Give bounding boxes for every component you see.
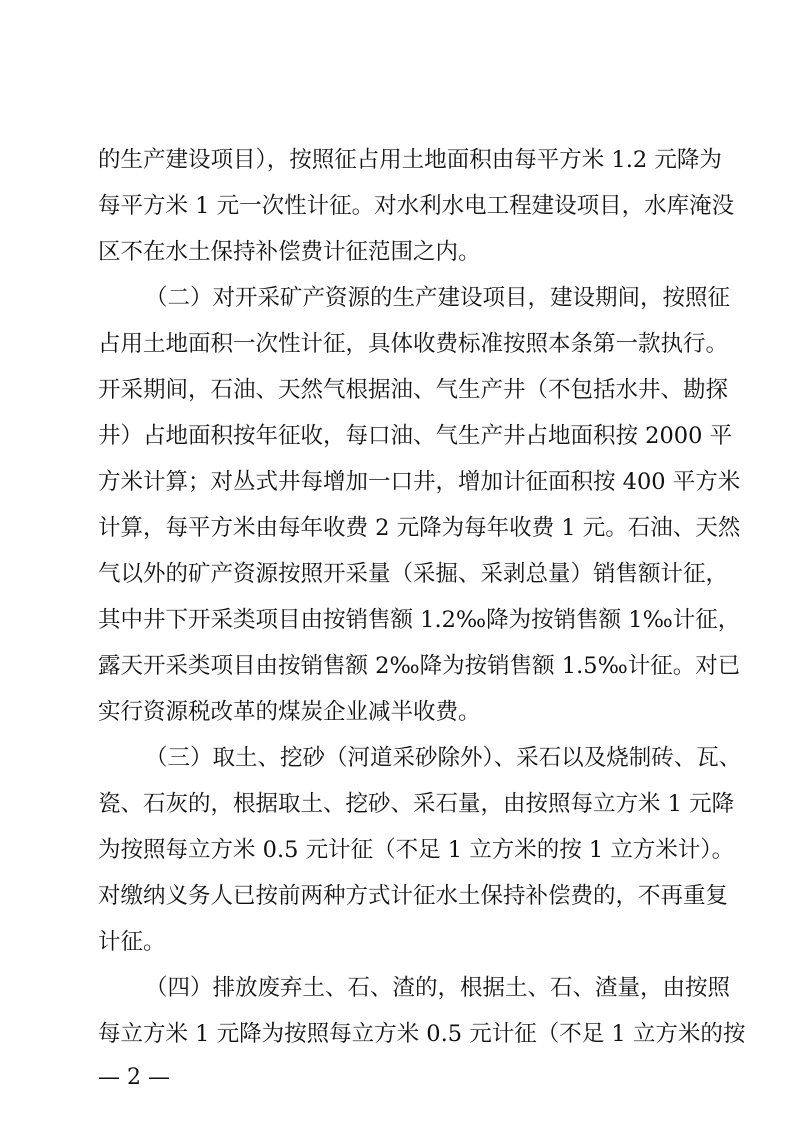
text-line-4: （二）对开采矿产资源的生产建设项目，建设期间，按照征 <box>145 285 731 311</box>
text-line-14: （三）取土、挖砂（河道采砂除外）、采石以及烧制砖、瓦、 <box>145 745 742 771</box>
page-number: — 2 — <box>98 1065 170 1090</box>
text-line-5: 占用土地面积一次性计征，具体收费标准按照本条第一款执行。 <box>98 331 729 357</box>
text-line-2: 每平方米 1 元一次性计征。对水利水电工程建设项目，水库淹没 <box>98 193 735 219</box>
text-line-16: 为按照每立方米 0.5 元计征（不足 1 立方米的按 1 立方米计）。 <box>98 837 735 863</box>
text-line-3: 区不在水土保持补偿费计征范围之内。 <box>98 239 481 265</box>
text-line-9: 计算，每平方米由每年收费 2 元降为每年收费 1 元。石油、天然 <box>98 515 741 541</box>
text-line-8: 方米计算；对丛式井每增加一口井，增加计征面积按 400 平方米 <box>98 469 741 495</box>
text-line-17: 对缴纳义务人已按前两种方式计征水土保持补偿费的，不再重复 <box>98 883 729 909</box>
text-line-1: 的生产建设项目），按照征占用土地面积由每平方米 1.2 元降为 <box>98 147 722 173</box>
text-line-15: 瓷、石灰的，根据取土、挖砂、采石量，由按照每立方米 1 元降 <box>98 791 735 817</box>
text-line-12: 露天开采类项目由按销售额 2‰降为按销售额 1.5‰计征。对已 <box>98 653 741 679</box>
text-line-7: 井）占地面积按年征收，每口油、气生产井占地面积按 2000 平 <box>98 423 733 449</box>
text-line-10: 气以外的矿产资源按照开采量（采掘、采剥总量）销售额计征， <box>98 561 729 587</box>
text-line-6: 开采期间，石油、天然气根据油、气生产井（不包括水井、勘探 <box>98 377 729 403</box>
text-line-18: 计征。 <box>98 929 166 955</box>
text-line-13: 实行资源税改革的煤炭企业减半收费。 <box>98 699 481 725</box>
text-line-19: （四）排放废弃土、石、渣的，根据土、石、渣量，由按照 <box>145 975 731 1001</box>
text-line-11: 其中井下开采类项目由按销售额 1.2‰降为按销售额 1‰计征， <box>98 607 741 633</box>
text-line-20: 每立方米 1 元降为按照每立方米 0.5 元计征（不足 1 立方米的按 <box>98 1021 746 1047</box>
